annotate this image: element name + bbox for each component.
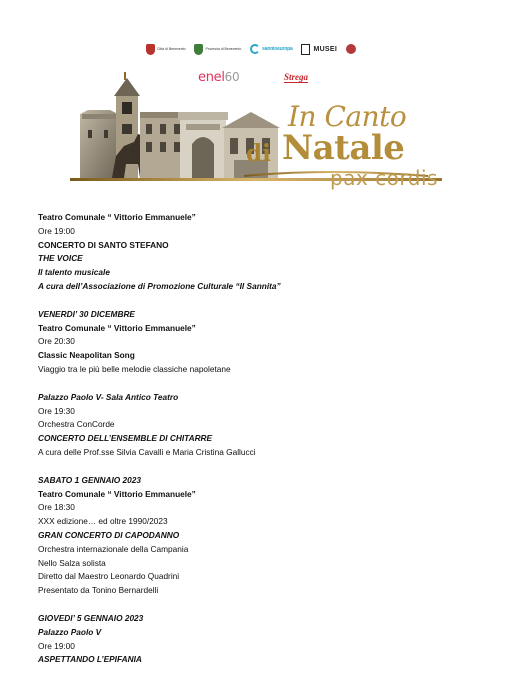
musei-caption: MUSEI <box>313 45 338 53</box>
program-line: XXX edizione… ed oltre 1990/2023 <box>38 516 168 527</box>
program-line: Orchestra ConCorde <box>38 419 115 430</box>
program-line: A cura delle Prof.sse Silvia Cavalli e Maria Cristina Gallucci <box>38 446 256 457</box>
program-line: Teatro Comunale “ Vittorio Emmanuele” <box>38 212 196 222</box>
provincia-logo <box>194 44 241 55</box>
program-line: Diretto dal Maestro Leonardo Quadrini <box>38 571 180 582</box>
sannio-europa-logo <box>250 44 292 54</box>
sannio-swirl-icon <box>250 44 260 54</box>
sannio-caption: sannioeuropa <box>262 46 293 52</box>
program-line: Ore 19:30 <box>38 405 75 416</box>
program-line: CONCERTO DI SANTO STEFANO <box>38 239 169 250</box>
program-line: Teatro Comunale “ Vittorio Emmanuele” <box>38 488 196 499</box>
section-spacer <box>38 377 478 391</box>
section-spacer <box>38 460 478 474</box>
strega-name: Strega <box>283 71 308 82</box>
section-spacer <box>38 294 478 308</box>
program-line: ASPETTANDO L’EPIFANIA <box>38 654 142 665</box>
program-line: THE VOICE <box>38 253 83 264</box>
provincia-caption: Provincia di Benevento <box>205 47 242 51</box>
program-line: SABATO 1 GENNAIO 2023 <box>38 474 141 485</box>
title-di: di <box>246 140 271 167</box>
program-line: Palazzo Paolo V- Sala Antico Teatro <box>38 391 179 402</box>
comune-crest-icon <box>146 44 155 55</box>
enel-name: enel <box>198 69 225 85</box>
comune-caption: Città di Benevento <box>157 47 186 51</box>
program-line: A cura dell’Associazione di Promozione Culturale “Il Sannita” <box>38 280 281 291</box>
program-line: Nello Salza solista <box>38 557 106 568</box>
comune-logo <box>146 44 186 55</box>
title-natale: Natale <box>282 128 405 168</box>
program-line: Ore 20:30 <box>38 336 75 347</box>
fortress-tower <box>80 110 118 178</box>
title-pax-cordis: pax cordis <box>330 166 438 190</box>
musei-box-icon <box>301 44 310 55</box>
program-line: Palazzo Paolo V <box>38 626 102 637</box>
program-line: Viaggio tra le più belle melodie classiche napoletane <box>38 363 231 374</box>
program-line: Classic Neapolitan Song <box>38 350 135 361</box>
program-line: VENERDI’ 30 DICEMBRE <box>38 308 135 319</box>
program-line: CONCERTO DELL’ENSEMBLE DI CHITARRE <box>38 433 213 444</box>
program-line: GIOVEDI’ 5 GENNAIO 2023 <box>38 612 144 623</box>
program-line: Ore 19:00 <box>38 640 75 651</box>
program-line: GRAN CONCERTO DI CAPODANNO <box>38 529 180 540</box>
enel-60: 60 <box>224 69 240 84</box>
provincia-crest-icon <box>194 44 203 55</box>
program-line: Teatro Comunale “ Vittorio Emmanuele” <box>38 322 196 333</box>
program-line: Il talento musicale <box>38 267 110 278</box>
program-line: Presentato da Tonino Bernardelli <box>38 585 159 596</box>
program-line: Ore 19:00 <box>38 225 75 236</box>
section-spacer <box>38 598 478 612</box>
event-program <box>38 211 478 667</box>
title-in-canto: In Canto <box>288 100 407 133</box>
round-seal-icon <box>346 44 356 54</box>
event-header-artwork <box>68 69 448 194</box>
program-line: Ore 18:30 <box>38 502 75 513</box>
program-line: Orchestra internazionale della Campania <box>38 543 189 554</box>
sponsor-logos-row <box>146 40 356 58</box>
musei-logo <box>301 44 337 55</box>
